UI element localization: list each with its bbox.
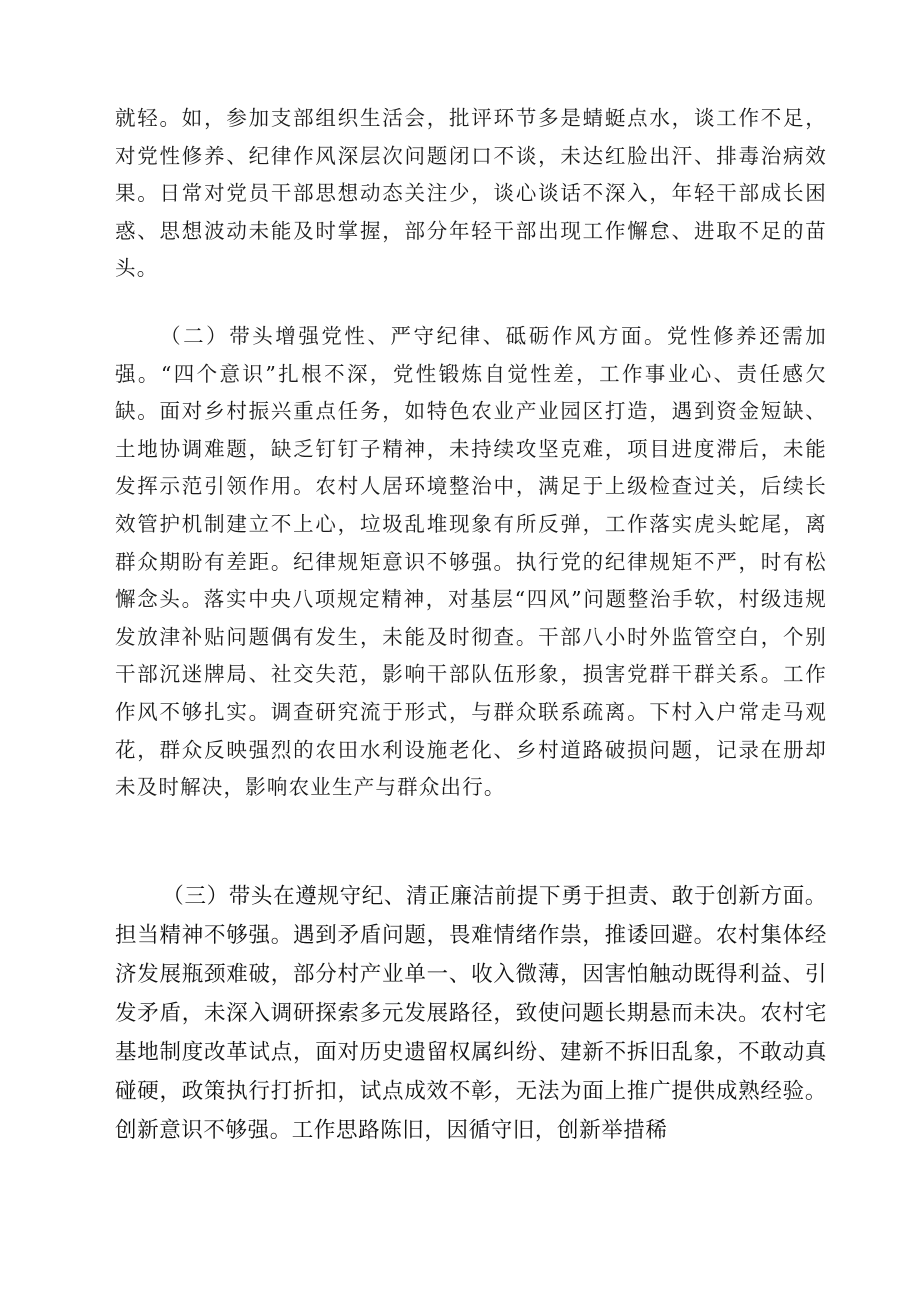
paragraph-section-two: （二）带头增强党性、严守纪律、砥砺作风方面。党性修养还需加强。“四个意识”扎根不深，党性锻炼自觉性差，工作事业心、责任感欠缺。面对乡村振兴重点任务，如特色农业产业园区打造，遇到资金短缺、土地协调难题，缺乏钉钉子精神，未持续攻坚克难，项目进度滞后，未能发挥示范引领作用。农村人居环境整治中，满足于上级检查过关，后续长效管护机制建立不上心，垃圾乱堆现象有所反弹，工作落实虎头蛇尾，离群众期盼有差距。纪律规矩意识不够强。执行党的纪律规矩不严，时有松懈念头。落实中央八项规定精神，对基层“四风”问题整治手软，村级违规发放津补贴问题偶有发生，未能及时彻查。干部八小时外监管空白，个别干部沉迷牌局、社交失范，影响干部队伍形象，损害党群干群关系。工作作风不够扎实。调查研究流于形式，与群众联系疏离。下村入户常走马观花，群众反映强烈的农田水利设施老化、乡村道路破损问题，记录在册却未及时解决，影响农业生产与群众出行。 xyxy=(115,324,827,800)
paragraph-continuation: 就轻。如，参加支部组织生活会，批评环节多是蜻蜓点水，谈工作不足，对党性修养、纪律作风深层次问题闭口不谈，未达红脸出汗、排毒治病效果。日常对党员干部思想动态关注少，谈心谈话不深入，年轻干部成长困惑、思想波动未能及时掌握，部分年轻干部出现工作懈怠、进取不足的苗头。 xyxy=(115,106,827,281)
paragraph-section-three: （三）带头在遵规守纪、清正廉洁前提下勇于担责、敢于创新方面。担当精神不够强。遇到矛盾问题，畏难情绪作祟，推诿回避。农村集体经济发展瓶颈难破，部分村产业单一、收入微薄，因害怕触动既得利益、引发矛盾，未深入调研探索多元发展路径，致使问题长期悬而未决。农村宅基地制度改革试点，面对历史遗留权属纠纷、建新不拆旧乱象，不敢动真碰硬，政策执行打折扣，试点成效不彰，无法为面上推广提供成熟经验。创新意识不够强。工作思路陈旧，因循守旧，创新举措稀 xyxy=(115,884,827,1143)
